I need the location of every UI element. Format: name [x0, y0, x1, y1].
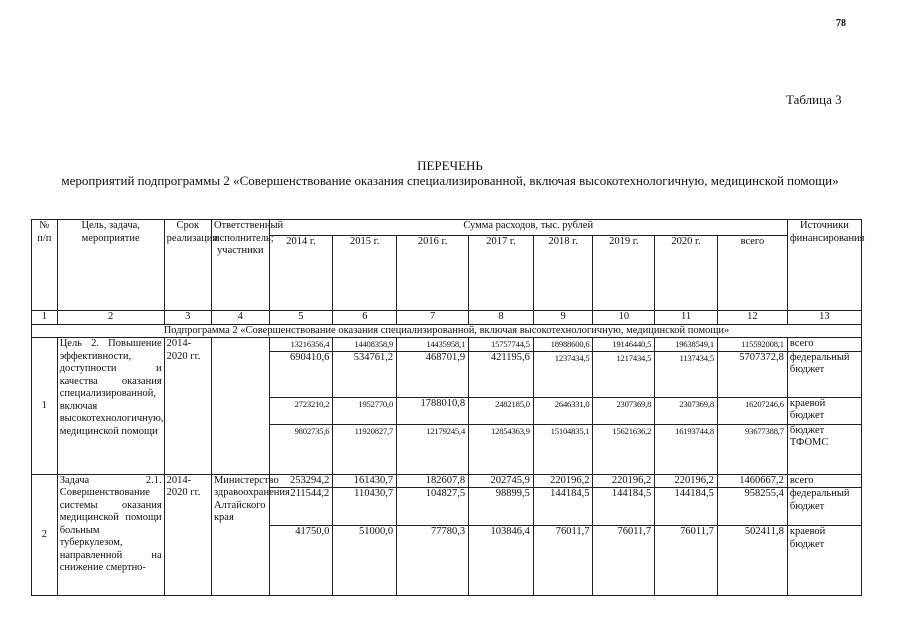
column-number: 12	[717, 311, 787, 325]
value-cell: 11920827,7	[333, 424, 397, 474]
funding-source: федеральный бюджет	[787, 351, 861, 397]
value-cell: 202745,9	[469, 474, 534, 488]
value-cell: 211544,2	[269, 488, 333, 526]
value-cell: 502411,8	[717, 526, 787, 596]
value-cell: 182607,8	[397, 474, 469, 488]
column-number: 8	[469, 311, 534, 325]
value-cell: 115592008,1	[717, 338, 787, 352]
value-cell: 2723210,2	[269, 397, 333, 424]
column-number: 9	[533, 311, 593, 325]
value-cell: 15104835,1	[533, 424, 593, 474]
value-cell: 76011,7	[655, 526, 718, 596]
document-subtitle: мероприятий подпрограммы 2 «Совершенствование оказания специализированной, включая высокотехнологичную, медицинской помощи»	[61, 173, 839, 188]
value-cell: 1237434,5	[533, 351, 593, 397]
value-cell: 1788010,8	[397, 397, 469, 424]
header-goal: Цель, задача, мероприятие	[57, 220, 164, 311]
header-sum: Сумма расходов, тыс. рублей	[269, 220, 787, 236]
value-cell: 690410,6	[269, 351, 333, 397]
row-number: 2	[32, 474, 58, 596]
header-row	[32, 220, 862, 236]
value-cell: 110430,7	[333, 488, 397, 526]
value-cell: 16207246,6	[717, 397, 787, 424]
value-cell: 93677388,7	[717, 424, 787, 474]
value-cell: 51000,0	[333, 526, 397, 596]
column-number: 6	[333, 311, 397, 325]
header-year: 2018 г.	[533, 236, 593, 311]
value-cell: 2307369,8	[655, 397, 718, 424]
value-cell: 14435958,1	[397, 338, 469, 352]
value-cell: 103846,4	[469, 526, 534, 596]
table-row	[32, 338, 862, 352]
measures-table	[31, 219, 865, 596]
value-cell: 421195,6	[469, 351, 534, 397]
header-term: Срок реализации	[164, 220, 211, 311]
row-goal: Цель 2. Повышение эффективности, доступности и качества оказания специализированной, включая высокотехнологичную, медицинской помощи	[57, 338, 164, 475]
subprogram-title: Подпрограмма 2 «Совершенствование оказания специализированной, включая высокотехнологичную, медицинской помощи»	[32, 324, 862, 338]
table-row	[32, 474, 862, 488]
value-cell: 2307369,8	[593, 397, 655, 424]
header-year: 2014 г.	[269, 236, 333, 311]
column-number: 2	[57, 311, 164, 325]
value-cell: 1137434,5	[655, 351, 718, 397]
row-term: 2014-2020 гг.	[164, 338, 211, 475]
subprogram-row	[32, 324, 862, 338]
value-cell: 15621636,2	[593, 424, 655, 474]
value-cell: 9802735,6	[269, 424, 333, 474]
value-cell: 12854363,9	[469, 424, 534, 474]
value-cell: 76011,7	[533, 526, 593, 596]
value-cell: 468701,9	[397, 351, 469, 397]
value-cell: 104827,5	[397, 488, 469, 526]
page-number: 78	[836, 18, 846, 29]
value-cell: 220196,2	[655, 474, 718, 488]
row-goal: Задача 2.1. Совершенствование системы оказания медицинской помощи больным туберкулезом, направленной на снижение смертно-	[57, 474, 164, 596]
funding-source: краевой бюджет	[787, 397, 861, 424]
value-cell: 77780,3	[397, 526, 469, 596]
header-year: 2017 г.	[469, 236, 534, 311]
header-num: № п/п	[32, 220, 58, 311]
value-cell: 15757744,5	[469, 338, 534, 352]
value-cell: 144184,5	[593, 488, 655, 526]
value-cell: 2646331,0	[533, 397, 593, 424]
value-cell: 958255,4	[717, 488, 787, 526]
column-numbers-row	[32, 311, 862, 325]
value-cell: 253294,2	[269, 474, 333, 488]
header-year: 2019 г.	[593, 236, 655, 311]
row-number: 1	[32, 338, 58, 475]
funding-source: бюджет ТФОМС	[787, 424, 861, 474]
value-cell: 18988600,6	[533, 338, 593, 352]
funding-source: всего	[787, 338, 861, 352]
funding-source: федеральный бюджет	[787, 488, 861, 526]
value-cell: 19638549,1	[655, 338, 718, 352]
column-number: 13	[787, 311, 861, 325]
value-cell: 161430,7	[333, 474, 397, 488]
table-label: Таблица 3	[786, 92, 842, 107]
value-cell: 5707372,8	[717, 351, 787, 397]
row-responsible: Министерство здравоохранения Алтайского края	[211, 474, 269, 596]
column-number: 10	[593, 311, 655, 325]
funding-source: краевой бюджет	[787, 526, 861, 596]
value-cell: 41750,0	[269, 526, 333, 596]
value-cell: 2482185,0	[469, 397, 534, 424]
header-year: всего	[717, 236, 787, 311]
value-cell: 1952770,0	[333, 397, 397, 424]
value-cell: 144184,5	[655, 488, 718, 526]
value-cell: 12179245,4	[397, 424, 469, 474]
value-cell: 220196,2	[533, 474, 593, 488]
value-cell: 76011,7	[593, 526, 655, 596]
value-cell: 13216356,4	[269, 338, 333, 352]
column-number: 7	[397, 311, 469, 325]
column-number: 3	[164, 311, 211, 325]
value-cell: 144184,5	[533, 488, 593, 526]
header-responsible: Ответственный исполнитель; участники	[211, 220, 269, 311]
funding-source: всего	[787, 474, 861, 488]
value-cell: 534761,2	[333, 351, 397, 397]
value-cell: 98899,5	[469, 488, 534, 526]
header-year: 2015 г.	[333, 236, 397, 311]
value-cell: 16193744,8	[655, 424, 718, 474]
value-cell: 220196,2	[593, 474, 655, 488]
column-number: 5	[269, 311, 333, 325]
value-cell: 14408358,9	[333, 338, 397, 352]
header-source: Источники финансирования	[787, 220, 861, 311]
header-year: 2020 г.	[655, 236, 718, 311]
value-cell: 1460667,2	[717, 474, 787, 488]
row-responsible	[211, 338, 269, 475]
column-number: 1	[32, 311, 58, 325]
row-term: 2014-2020 гг.	[164, 474, 211, 596]
value-cell: 1217434,5	[593, 351, 655, 397]
column-number: 11	[655, 311, 718, 325]
value-cell: 19146440,5	[593, 338, 655, 352]
document-title: ПЕРЕЧЕНЬ	[417, 158, 483, 173]
column-number: 4	[211, 311, 269, 325]
header-year: 2016 г.	[397, 236, 469, 311]
